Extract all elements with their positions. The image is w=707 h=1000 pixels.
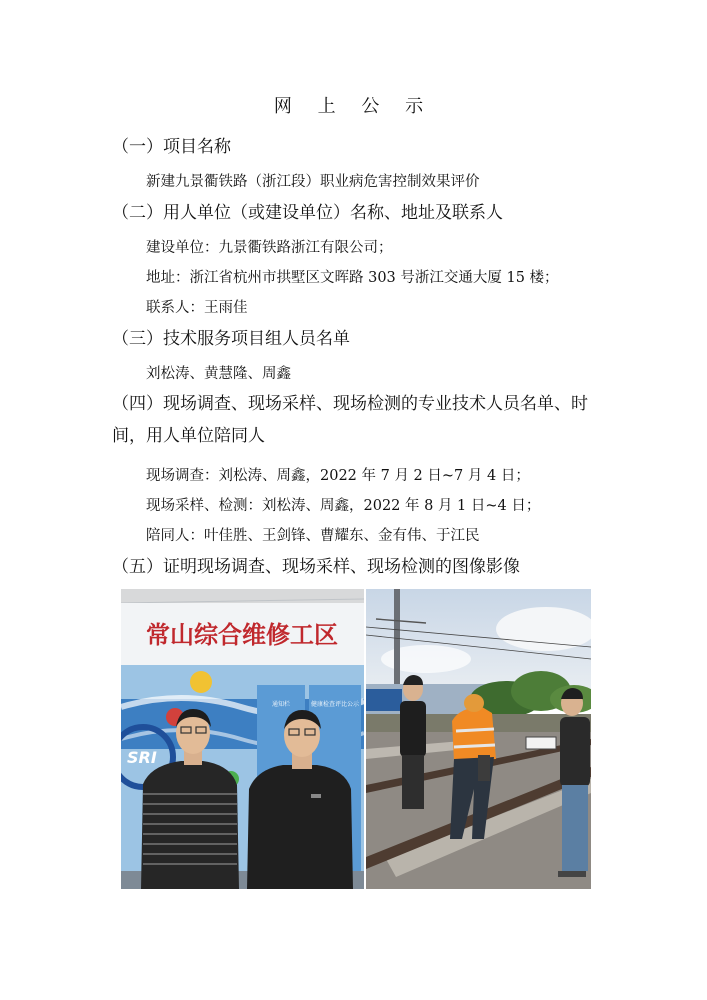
section-2-heading: （二）用人单位（或建设单位）名称、地址及联系人 xyxy=(112,203,503,223)
section-2-line-1: 建设单位：九景衢铁路浙江有限公司； xyxy=(146,240,393,256)
section-3-heading: （三）技术服务项目组人员名单 xyxy=(112,329,350,349)
section-3-line-1: 刘松涛、黄慧隆、周鑫 xyxy=(146,366,291,382)
section-4-heading: （四）现场调查、现场采样、现场检测的专业技术人员名单、时间，用人单位陪同人 xyxy=(112,394,588,446)
section-4-line-3: 陪同人：叶佳胜、王剑锋、曹耀东、金有伟、于江民 xyxy=(146,528,480,544)
section-1-heading: （一）项目名称 xyxy=(112,137,231,157)
section-5-heading: （五）证明现场调查、现场采样、现场检测的图像影像 xyxy=(112,557,520,577)
photo-sampling-right xyxy=(366,589,591,889)
section-4-line-1: 现场调查：刘松涛、周鑫，2022 年 7 月 2 日~7 月 4 日； xyxy=(146,468,530,484)
section-1-line-1: 新建九景衢铁路（浙江段）职业病危害控制效果评价 xyxy=(146,174,480,190)
section-2-line-2: 地址：浙江省杭州市拱墅区文晖路 303 号浙江交通大厦 15 楼； xyxy=(146,270,559,286)
section-4-line-2: 现场采样、检测：刘松涛、周鑫，2022 年 8 月 1 日~4 日； xyxy=(146,498,541,514)
workshop-sign-text: 常山综合维修工区 xyxy=(146,621,338,649)
svg-text:SRI: SRI xyxy=(127,748,157,767)
document-title: 网 上 公 示 xyxy=(273,96,434,117)
notice-board-text: 通知栏 xyxy=(271,701,291,708)
section-2-line-3: 联系人：王雨佳 xyxy=(146,300,248,316)
photo-survey-left xyxy=(121,589,364,889)
health-board-text: 健康检查评比公示 xyxy=(310,701,360,708)
